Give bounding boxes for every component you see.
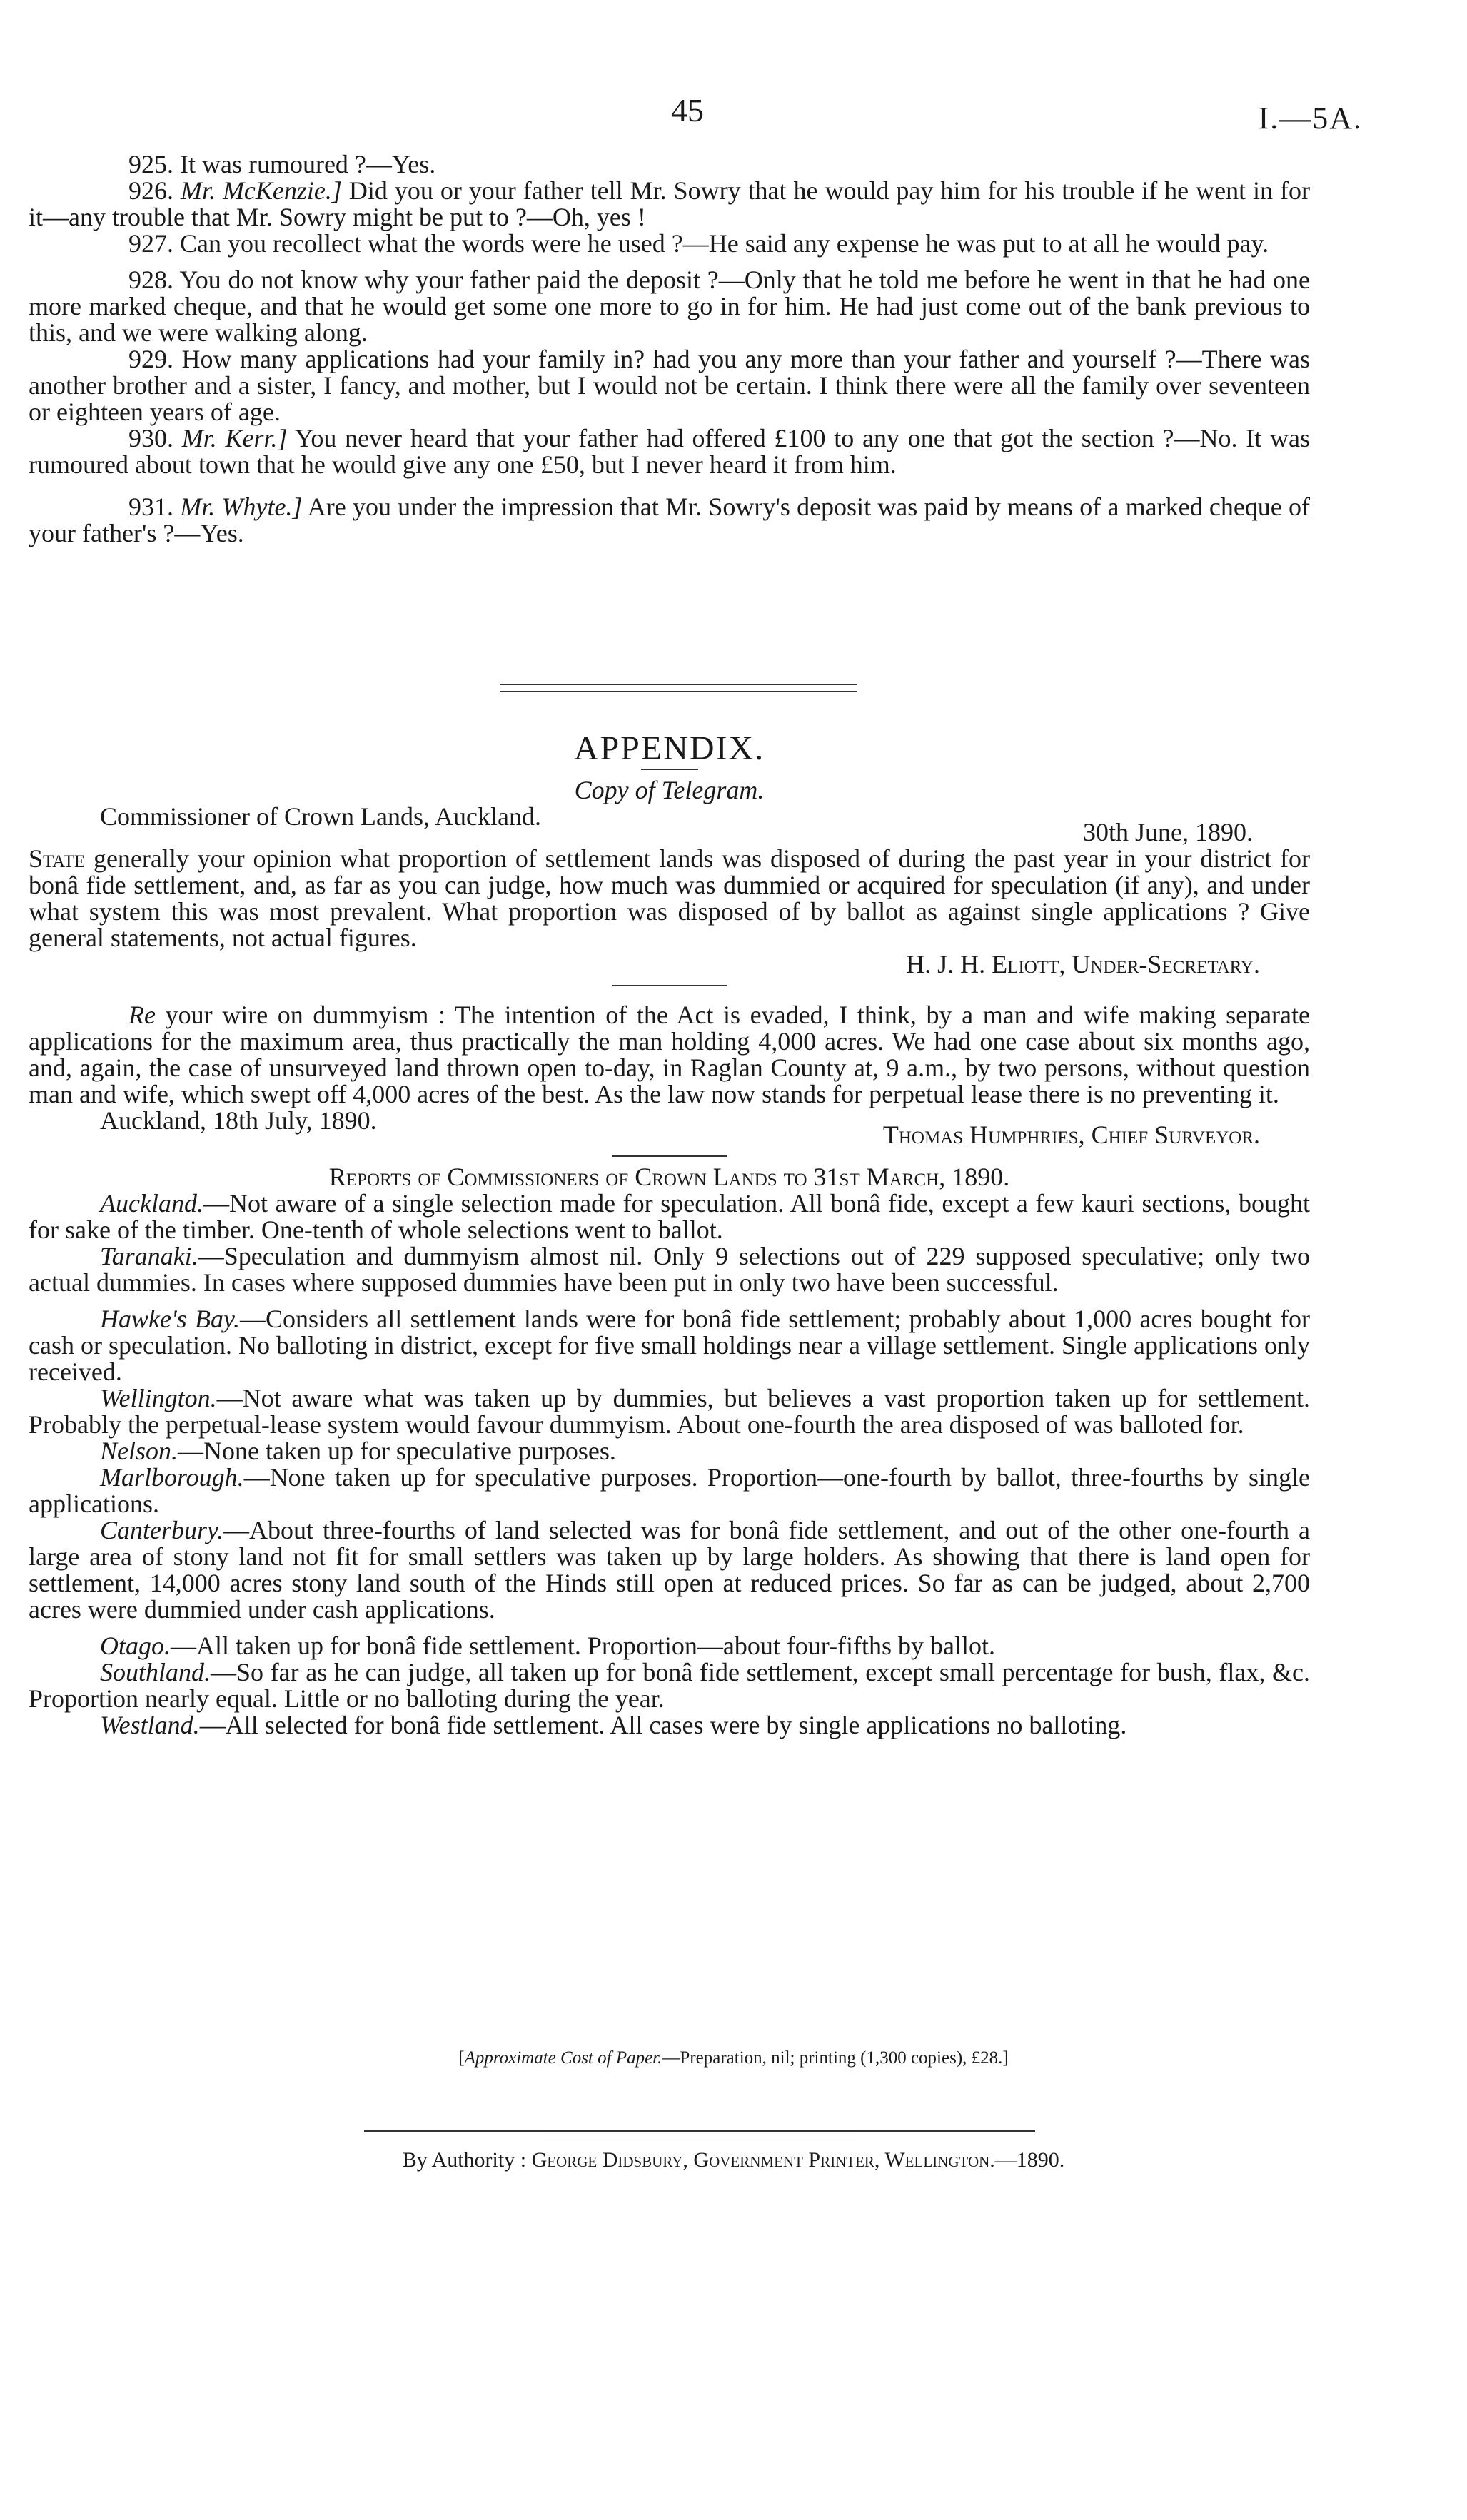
report-taranaki: Taranaki.—Speculation and dummyism almost nil. Only 9 selections out of 229 supposed speculative; only two actual dummies. In cases where supposed dummies have been put in only two have been successful.: [29, 1242, 1310, 1297]
report-nelson: Nelson.—None taken up for speculative purposes.: [100, 1437, 616, 1465]
reply-place-date: Auckland, 18th July, 1890.: [100, 1106, 377, 1135]
report-auckland: Auckland.—Not aware of a single selection made for speculation. All bonâ fide, except a few kauri sections, bought for sake of the timber. One-tenth of whole selections went to ballot.: [29, 1189, 1310, 1244]
report-marlborough: Marlborough.—None taken up for speculative purposes. Proportion—one-fourth by ballot, three-fourths by single applications.: [29, 1463, 1310, 1518]
appendix-section: [29, 729, 1310, 1739]
section-divider: [500, 684, 857, 692]
appendix-title: APPENDIX.: [573, 729, 765, 767]
series-reference: I.—5A.: [1258, 101, 1363, 136]
telegram-recipient: Commissioner of Crown Lands, Auckland.: [100, 802, 541, 831]
report-hawkes-bay: Hawke's Bay.—Considers all settlement lands were for bonâ fide settlement; probably about 1,000 acres bought for cash or speculation. No balloting in district, except for five small holdings near a village settlement. Single applications only received.: [29, 1305, 1310, 1386]
telegram-body: State generally your opinion what proportion of settlement lands was disposed of during the past year in your district for bonâ fide settlement, and, as far as you can judge, how much was dummied or acquired for speculation (if any), and under what system this was most prevalent. What proportion was disposed of by ballot as against single applications ? Give general statements, not actual figures.: [29, 844, 1310, 952]
report-wellington: Wellington.—Not aware what was taken up by dummies, but believes a vast proportion taken up for settlement. Probably the perpetual-lease system would favour dummyism. About one-fourth the area disposed of was balloted for.: [29, 1384, 1310, 1439]
telegram-rule: [612, 985, 727, 986]
telegram-signature: H. J. H. Eliott, Under-Secretary.: [906, 950, 1260, 978]
report-southland: Southland.—So far as he can judge, all taken up for bonâ fide settlement, except small percentage for bush, flax, &c. Proportion nearly equal. Little or no balloting during the year.: [29, 1658, 1310, 1713]
evidence-section: [29, 151, 1310, 547]
reports-heading: Reports of Commissioners of Crown Lands to 31st March, 1890.: [328, 1163, 1010, 1191]
evidence-928: 928. You do not know why your father paid the deposit ?—Only that he told me before he went in that he had one more marked cheque, and that he would get some one more to go in for him. He had just come out of the bank previous to this, and we were walking along.: [29, 265, 1310, 347]
reply-body: Re your wire on dummyism : The intention of the Act is evaded, I think, by a man and wife making separate applications for the maximum area, thus practically the man holding 4,000 acres. We had one case about six months ago, and, again, the case of unsurveyed land thrown open to-day, in Raglan County at, 9 a.m., by two persons, without question man and wife, which swept off 4,000 acres of the best. As the law now stands for perpetual lease there is no preventing it.: [29, 1001, 1310, 1108]
reply-sign-line: [29, 1108, 1310, 1148]
footer-rule: [364, 2130, 1035, 2132]
evidence-929: 929. How many applications had your family in? had you any more than your father and yourself ?—There was another brother and a sister, I fancy, and mother, but I would not be certain. I think there were all the family over seventeen or eighteen years of age.: [29, 345, 1311, 426]
evidence-930: 930. Mr. Kerr.] You never heard that your father had offered £100 to any one that got the section ?—No. It was rumoured about town that he would give any one £50, but I never heard it from him.: [29, 424, 1311, 479]
evidence-931: 931. Mr. Whyte.] Are you under the impression that Mr. Sowry's deposit was paid by means of a marked cheque of your father's ?—Yes.: [29, 492, 1311, 547]
cost-note: [Approximate Cost of Paper.—Preparation, nil; printing (1,300 copies), £28.]: [458, 2048, 1009, 2068]
telegram-date: 30th June, 1890.: [1083, 818, 1253, 846]
reports-rule: [612, 1155, 727, 1157]
evidence-926: 926. Mr. McKenzie.] Did you or your father tell Mr. Sowry that he would pay him for his trouble if he went in for it—any trouble that Mr. Sowry might be put to ?—Oh, yes !: [29, 176, 1310, 231]
report-canterbury: Canterbury.—About three-fourths of land selected was for bonâ fide settlement, and out of the other one-fourth a large area of stony land not fit for small settlers was taken up by large holders. As showing that there is land open for settlement, 14,000 acres stony land south of the Hinds still open at reduced prices. So far as can be judged, about 2,700 acres were dummied under cash applications.: [29, 1516, 1310, 1624]
page-number: 45: [671, 92, 704, 128]
telegram-heading: Copy of Telegram.: [574, 776, 765, 804]
report-westland: Westland.—All selected for bonâ fide settlement. All cases were by single applications no balloting.: [100, 1711, 1127, 1739]
evidence-925: 925. It was rumoured ?—Yes.: [128, 150, 436, 178]
printer-imprint: By Authority : George Didsbury, Government Printer, Wellington.—1890.: [402, 2148, 1065, 2172]
telegram-address-line: [29, 804, 1310, 846]
report-otago: Otago.—All taken up for bonâ fide settlement. Proportion—about four-fifths by ballot.: [100, 1631, 996, 1660]
title-rule: [641, 769, 698, 770]
evidence-927: 927. Can you recollect what the words were he used ?—He said any expense he was put to at all he would pay.: [128, 229, 1269, 258]
reply-signature: Thomas Humphries, Chief Surveyor.: [882, 1120, 1260, 1149]
